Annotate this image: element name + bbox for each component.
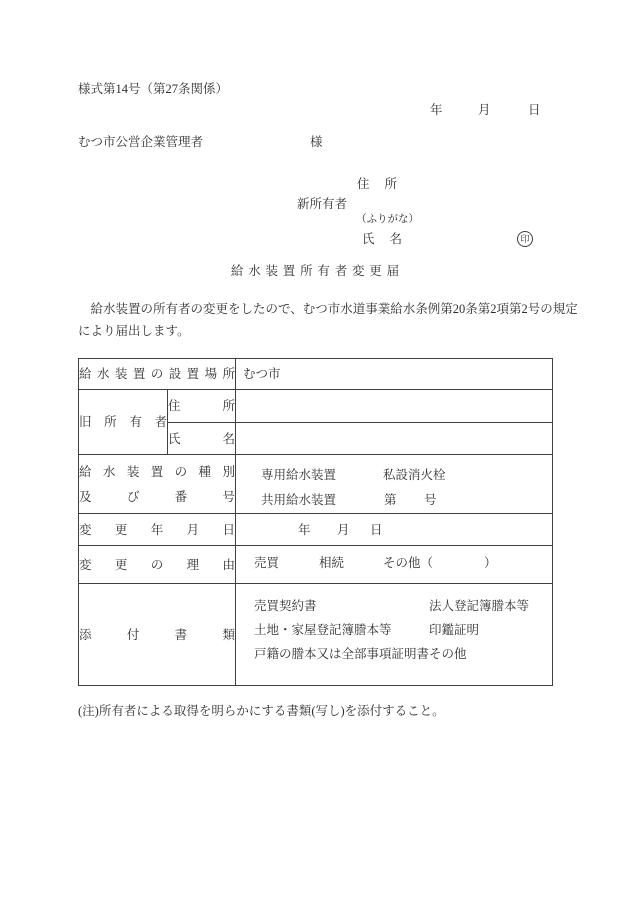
attachments-line2 <box>236 623 552 637</box>
type-number-label-cell <box>79 455 236 514</box>
old-owner-address-value-cell <box>236 390 553 423</box>
attachments-label-cell <box>79 584 236 686</box>
new-owner-name-label: 氏 名 <box>362 232 402 246</box>
attachment-other: その他 <box>429 647 467 661</box>
new-owner-address-label: 住 所 <box>357 177 397 191</box>
date-year-label: 年 <box>430 103 443 117</box>
location-label: 給 水 装 置 の 設 置 場 所 <box>79 367 236 381</box>
reason-option-other: その他（ <box>383 556 434 570</box>
number-prefix: 第 <box>384 493 397 507</box>
attachment-sales-contract: 売買契約書 <box>254 599 317 613</box>
old-owner-name-value-cell <box>236 423 553 455</box>
change-reason-line <box>236 556 552 570</box>
body-line-2: により届出します。 <box>78 324 190 338</box>
form-table <box>78 358 553 686</box>
old-owner-name-label: 氏 名 <box>168 431 236 446</box>
table-row-old-owner-address <box>79 390 553 423</box>
attachment-seal-certificate: 印鑑証明 <box>429 623 480 637</box>
change-date-month: 月 <box>337 523 350 537</box>
location-value-cell <box>236 359 553 390</box>
form-number: 様式第14号（第27条関係） <box>78 82 229 96</box>
change-reason-value-cell <box>236 546 553 584</box>
old-owner-address-label-cell <box>168 390 236 423</box>
date-day-label: 日 <box>528 103 541 117</box>
reason-other-close-paren: ） <box>484 556 497 570</box>
attachments-line1 <box>236 599 552 613</box>
number-suffix: 号 <box>424 493 437 507</box>
table-row-change-reason <box>79 546 553 584</box>
change-reason-label: 変 更 の 理 由 <box>79 557 236 572</box>
footnote: (注)所有者による取得を明らかにする書類(写し)を添付すること。 <box>78 704 445 718</box>
addressee: むつ市公営企業管理者 <box>78 135 204 149</box>
type-option-shared: 共用給水装置 <box>261 493 337 507</box>
old-owner-address-label: 住 所 <box>168 399 236 413</box>
attachment-family-register: 戸籍の謄本又は全部事項証明書 <box>254 647 430 661</box>
table-row-change-date <box>79 514 553 546</box>
change-date-label-cell <box>79 514 236 546</box>
seal-mark: 印 <box>520 233 530 244</box>
addressee-honorific: 様 <box>310 135 323 149</box>
attachment-corporate-register: 法人登記簿謄本等 <box>429 599 530 613</box>
change-date-line <box>236 523 552 537</box>
table-row-type-number <box>79 455 553 514</box>
reason-option-sale: 売買 <box>254 556 280 570</box>
change-date-value-cell <box>236 514 553 546</box>
seal-stamp-icon <box>517 231 533 247</box>
attachments-line3 <box>236 647 552 661</box>
old-owner-label-cell <box>79 390 168 455</box>
attachments-label: 添 付 書 類 <box>79 627 235 642</box>
attachments-value-cell <box>236 584 553 686</box>
old-owner-name-label-cell <box>168 423 236 455</box>
type-option-private-hydrant: 私設消火栓 <box>383 468 446 482</box>
form-title: 給水装置所有者変更届 <box>230 264 404 278</box>
old-owner-label: 旧 所 有 者 <box>79 415 167 429</box>
location-label-cell <box>79 359 236 390</box>
type-number-label-line1: 給 水 装 置 の 種 別 <box>79 464 235 479</box>
change-date-label: 変 更 年 月 日 <box>79 522 236 537</box>
type-option-dedicated: 専用給水装置 <box>261 468 337 482</box>
body-line-1: 給水装置の所有者の変更をしたので、むつ市水道事業給水条例第20条第2項第2号の規定 <box>78 302 578 316</box>
table-row-attachments <box>79 584 553 686</box>
table-row-location <box>79 359 553 390</box>
furigana-label: （ふりがな） <box>356 214 419 225</box>
date-month-label: 月 <box>478 103 491 117</box>
type-number-line2 <box>236 493 552 507</box>
change-date-year: 年 <box>298 523 311 537</box>
reason-option-inheritance: 相続 <box>319 556 345 570</box>
new-owner-label: 新所有者 <box>297 197 348 211</box>
change-date-day: 日 <box>370 523 383 537</box>
type-number-label-line2: 及 び 番 号 <box>79 489 235 504</box>
location-value: むつ市 <box>243 367 281 381</box>
type-number-line1 <box>236 468 552 482</box>
attachment-land-house-register: 土地・家屋登記簿謄本等 <box>254 623 392 637</box>
type-number-value-cell <box>236 455 553 514</box>
change-reason-label-cell <box>79 546 236 584</box>
